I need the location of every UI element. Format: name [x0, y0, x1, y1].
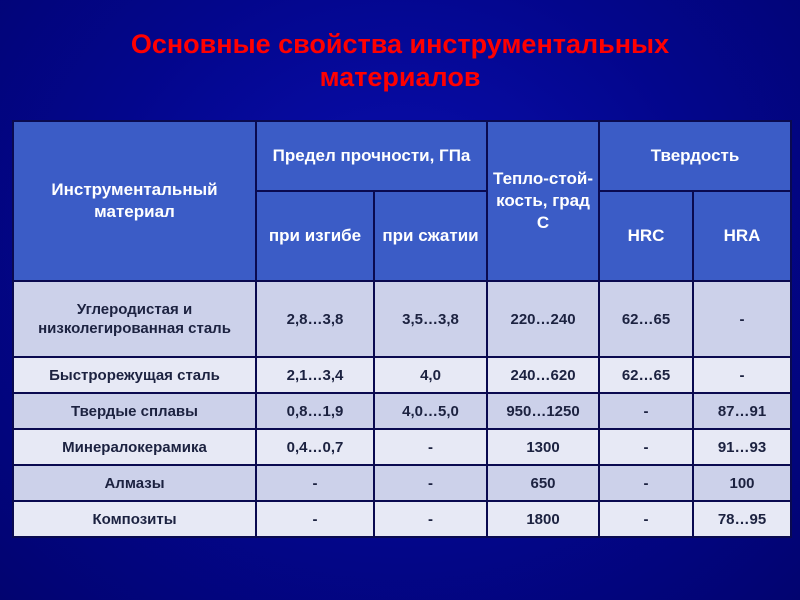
header-bending: при изгибе — [256, 191, 374, 281]
cell-hrc: 62…65 — [599, 357, 693, 393]
cell-heat: 240…620 — [487, 357, 599, 393]
cell-heat: 650 — [487, 465, 599, 501]
table-row — [13, 281, 791, 357]
cell-hrc: - — [599, 429, 693, 465]
cell-compression: - — [374, 465, 487, 501]
slide-title-line-2: материалов — [319, 62, 481, 92]
cell-material: Твердые сплавы — [13, 393, 256, 429]
slide-title — [0, 28, 800, 94]
header-hrc: HRC — [599, 191, 693, 281]
cell-compression: - — [374, 501, 487, 537]
slide-title-line-1: Основные свойства инструментальных — [130, 29, 670, 59]
header-row-1 — [13, 121, 791, 191]
header-compression: при сжатии — [374, 191, 487, 281]
cell-bending: 0,4…0,7 — [256, 429, 374, 465]
cell-material: Алмазы — [13, 465, 256, 501]
properties-table — [12, 120, 792, 538]
cell-hra: 78…95 — [693, 501, 791, 537]
cell-hrc: 62…65 — [599, 281, 693, 357]
table-row — [13, 429, 791, 465]
cell-hrc: - — [599, 465, 693, 501]
cell-hra: 87…91 — [693, 393, 791, 429]
header-heat-resistance: Тепло-стой-кость, град С — [487, 121, 599, 281]
table-row — [13, 393, 791, 429]
cell-compression: - — [374, 429, 487, 465]
header-strength: Предел прочности, ГПа — [256, 121, 487, 191]
cell-hra: - — [693, 357, 791, 393]
header-hra: HRA — [693, 191, 791, 281]
cell-hrc: - — [599, 501, 693, 537]
cell-heat: 950…1250 — [487, 393, 599, 429]
cell-hra: 100 — [693, 465, 791, 501]
cell-heat: 220…240 — [487, 281, 599, 357]
cell-material: Быстрорежущая сталь — [13, 357, 256, 393]
cell-material: Минералокерамика — [13, 429, 256, 465]
cell-bending: - — [256, 465, 374, 501]
cell-hra: - — [693, 281, 791, 357]
cell-bending: 2,1…3,4 — [256, 357, 374, 393]
table-row — [13, 501, 791, 537]
cell-compression: 4,0…5,0 — [374, 393, 487, 429]
header-hardness: Твердость — [599, 121, 791, 191]
cell-bending: 0,8…1,9 — [256, 393, 374, 429]
cell-hra: 91…93 — [693, 429, 791, 465]
header-material: Инструментальный материал — [13, 121, 256, 281]
cell-hrc: - — [599, 393, 693, 429]
cell-compression: 3,5…3,8 — [374, 281, 487, 357]
cell-heat: 1800 — [487, 501, 599, 537]
table-row — [13, 357, 791, 393]
cell-compression: 4,0 — [374, 357, 487, 393]
cell-bending: 2,8…3,8 — [256, 281, 374, 357]
cell-material: Композиты — [13, 501, 256, 537]
table-row — [13, 465, 791, 501]
cell-material: Углеродистая и низколегированная сталь — [13, 281, 256, 357]
cell-heat: 1300 — [487, 429, 599, 465]
cell-bending: - — [256, 501, 374, 537]
